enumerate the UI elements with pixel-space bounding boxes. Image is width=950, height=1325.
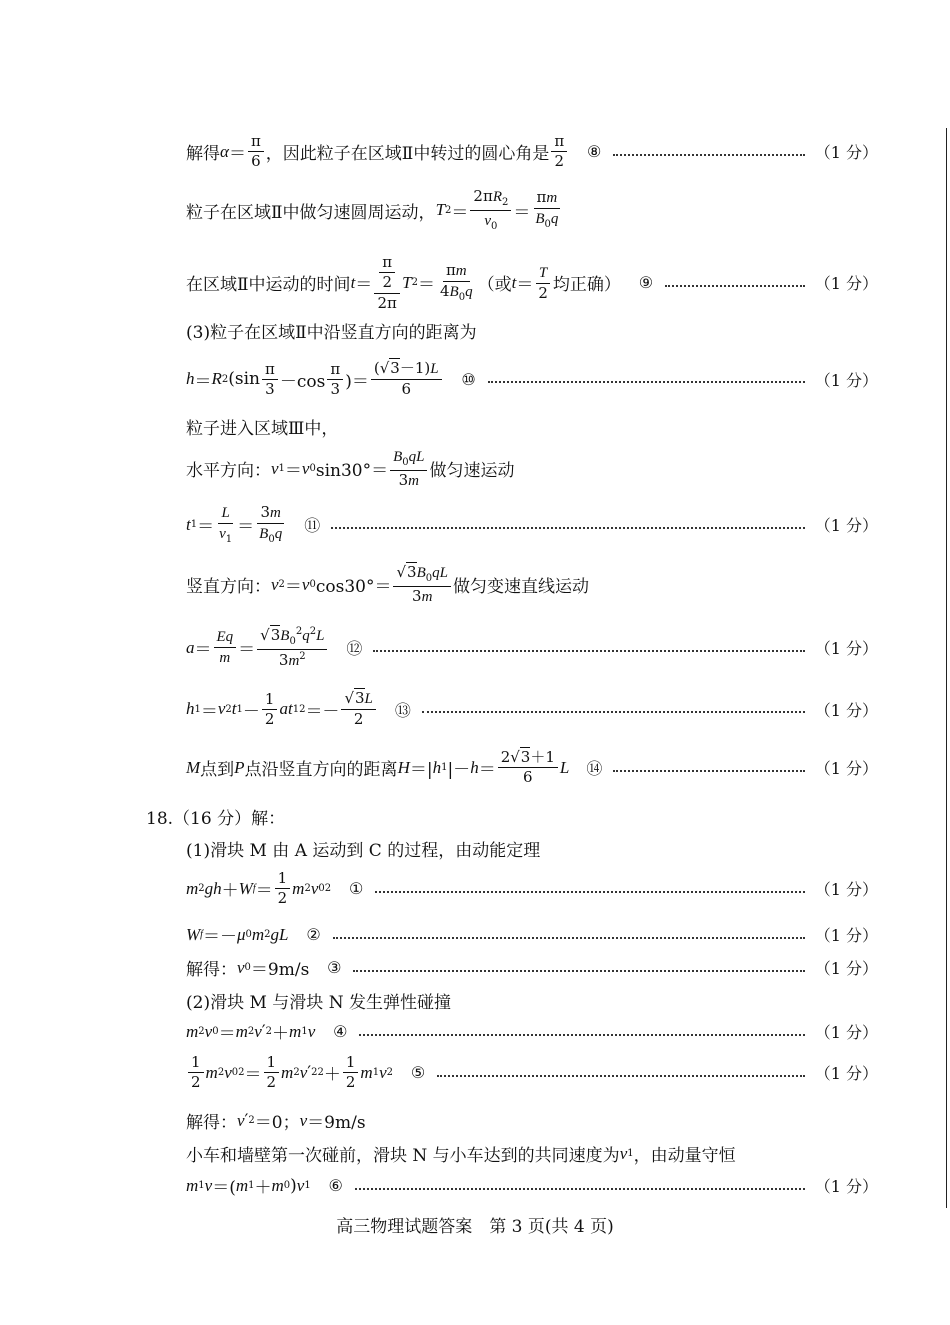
answer-line — [186, 922, 878, 947]
answer-line — [186, 504, 878, 546]
score: （1 分） — [814, 1064, 878, 1084]
equation: W f ＝－ μ 0 m 2 gL — [186, 924, 289, 947]
equation: 粒子在区域Ⅱ中做匀速圆周运动， T 2 ＝ $\frac{2\pi R_2}{v_0}$ ＝ $\frac{\pi m}{B_0q}$ — [186, 187, 559, 232]
score: （1 分） — [814, 516, 878, 536]
equation-number: ① — [348, 879, 364, 899]
equation: M 点到 P 点沿竖直方向的距离 H ＝| h 1 |－ h ＝ $\frac{2√3+1}{6}$ L — [186, 748, 570, 787]
score: （1 分） — [814, 759, 878, 779]
leader-dots — [333, 937, 805, 939]
text-line: (2)滑块 M 与滑块 N 发生弹性碰撞 — [186, 993, 451, 1013]
text-line: 粒子进入区域Ⅲ中， — [186, 419, 339, 439]
equation: 水平方向： v 1 ＝ v 0 sin30°＝ $\frac{B_0qL}{3m}$ 做匀速运动 — [186, 449, 515, 489]
score: （1 分） — [814, 880, 878, 900]
leader-dots — [613, 154, 805, 156]
answer-line — [186, 690, 878, 729]
text-line: 18.（16 分）解： — [146, 809, 286, 829]
equation: h 1 ＝ v 2 t 1 － $\frac{1}{2}$ at 1 2 ＝－ $\frac{√3L}{2}$ — [186, 690, 378, 729]
answer-line — [186, 749, 878, 787]
leader-dots — [422, 711, 805, 713]
equation-number: ④ — [333, 1022, 348, 1041]
answer-line — [186, 564, 878, 606]
answer-line — [186, 448, 878, 490]
leader-dots — [331, 527, 805, 529]
page-footer: 高三物理试题答案 第 3 页(共 4 页) — [336, 1217, 614, 1237]
equation: 小车和墙壁第一次碰前，滑块 N 与小车达到的共同速度为 v 1 ，由动量守恒 — [186, 1143, 736, 1166]
equation-number: ⑤ — [410, 1063, 426, 1083]
text-line: (3)粒子在区域Ⅱ中沿竖直方向的距离为 — [186, 323, 477, 343]
equation: 竖直方向： v 2 ＝ v 0 cos30°＝ $\frac{√3B_0qL}{3m}$ 做匀变速直线运动 — [186, 563, 589, 605]
equation-number: ⑥ — [328, 1176, 343, 1195]
equation-number: ⑧ — [587, 142, 602, 162]
equation: h ＝ R 2 (sin $\frac{\pi}{3}$ －cos $\frac{\pi}{3}$ )＝ $\frac{(√3-1)L}{6}$ — [186, 360, 444, 399]
leader-dots — [353, 970, 804, 972]
equation: 解得 α ＝ $\frac{\pi}{6}$ ，因此粒子在区域Ⅱ中转过的圆心角是 $\frac{\pi}{2}$ — [186, 133, 569, 171]
equation-number: ⑩ — [461, 369, 476, 389]
equation-number: ⑬ — [394, 700, 411, 720]
score: （1 分） — [814, 700, 878, 720]
equation: t 1 ＝ $\frac{L}{v_1}$ ＝ $\frac{3m}{B_0q}$ — [186, 503, 283, 546]
score: （1 分） — [814, 639, 878, 659]
equation-number: ⑭ — [586, 759, 603, 779]
answer-line — [186, 1019, 878, 1044]
equation: $\frac{1}{2}$ m 2 v 0 2 ＝ $\frac{1}{2}$ m 2 v ′ 2 2 ＋ $\frac{1}{2}$ m 1 v 2 — [186, 1054, 393, 1092]
equation: 解得： v 0 ＝9m/s — [186, 957, 310, 980]
text-line: (1)滑块 M 由 A 运动到 C 的过程，由动能定理 — [186, 841, 541, 861]
leader-dots — [375, 891, 805, 893]
leader-dots — [355, 1188, 805, 1190]
answer-line — [186, 955, 878, 980]
answer-line — [186, 133, 878, 171]
leader-dots — [359, 1034, 804, 1036]
equation: 解得： v ′ 2 ＝0； v ＝9m/s — [186, 1110, 366, 1133]
equation: a ＝ $\frac{Eq}{m}$ ＝ $\frac{√3B_0^2q^2L}{3m^2}$ — [186, 626, 329, 670]
answer-line — [186, 1141, 878, 1166]
question-heading — [146, 804, 878, 829]
answer-line — [186, 870, 878, 908]
score: （1 分） — [814, 1023, 878, 1042]
answer-line — [186, 360, 878, 399]
equation: m 2 gh ＋ W f ＝ $\frac{1}{2}$ m 2 v 0 2 — [186, 869, 332, 908]
equation-number: ⑪ — [304, 516, 321, 536]
score: （1 分） — [814, 959, 878, 978]
equation-number: ② — [306, 925, 321, 944]
leader-dots — [373, 650, 804, 652]
page-edge-rule — [946, 128, 947, 1208]
equation: m 1 v ＝( m 1 ＋ m 0 ) v 1 — [186, 1175, 311, 1198]
answer-line — [186, 626, 878, 670]
equation-number: ⑨ — [638, 273, 654, 293]
score: （1 分） — [814, 1177, 878, 1196]
answer-line — [186, 254, 878, 312]
answer-line — [186, 188, 878, 232]
answer-line — [186, 1054, 878, 1092]
equation-number: ⑫ — [346, 639, 363, 659]
answer-line — [186, 988, 878, 1013]
leader-dots — [665, 285, 805, 287]
leader-dots — [437, 1075, 805, 1077]
score: （1 分） — [814, 926, 878, 945]
leader-dots — [613, 770, 804, 772]
answer-line — [186, 318, 878, 343]
score: （1 分） — [814, 143, 878, 163]
answer-line — [186, 1108, 878, 1133]
equation: 在区域Ⅱ中运动的时间 t ＝ $\frac{\frac{\pi}{2}}{2\pi}$ T 2 ＝ $\frac{\pi m}{4B_0q}$ （或 t ＝ $\frac{T}{2}$ 均正确） — [186, 253, 621, 312]
score: （1 分） — [814, 370, 878, 390]
score: （1 分） — [814, 274, 878, 294]
answer-line — [186, 414, 878, 439]
answer-line — [186, 1173, 878, 1198]
answer-line — [186, 836, 878, 861]
leader-dots — [488, 381, 805, 383]
equation-number: ③ — [327, 958, 342, 977]
equation: m 2 v 0 ＝ m 2 v ′ 2 ＋ m 1 v — [186, 1021, 316, 1044]
